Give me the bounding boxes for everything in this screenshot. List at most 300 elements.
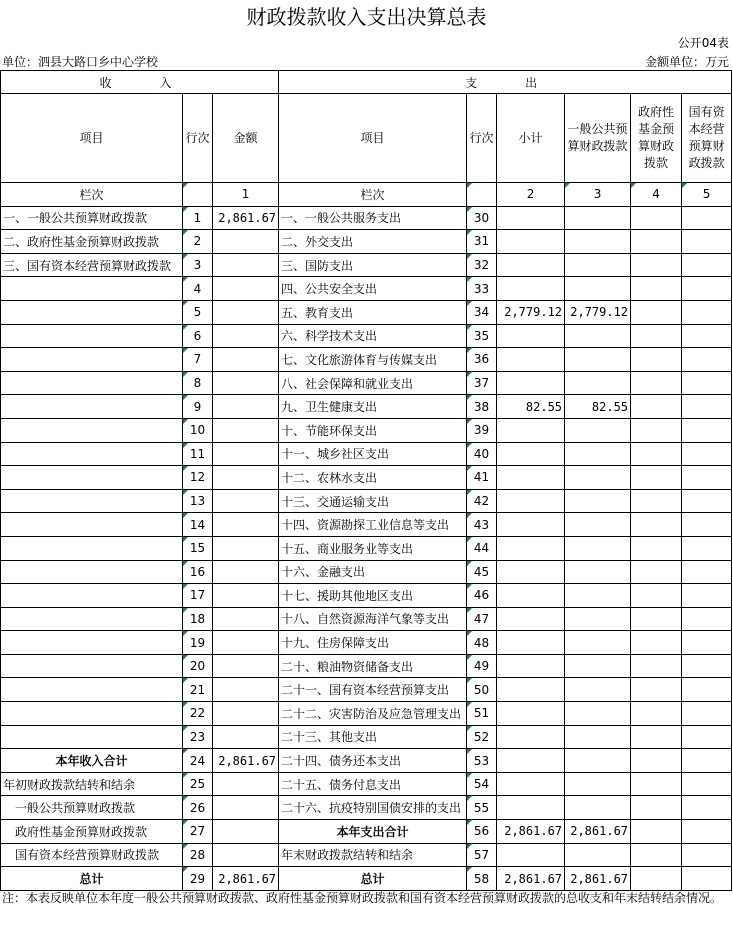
expense-fund-budget: [631, 466, 682, 490]
unit-label: 单位：泗县大路口乡中心学校: [2, 55, 159, 69]
expense-state-capital: [682, 277, 732, 301]
expense-subtotal: [497, 206, 565, 230]
expense-subtotal: 2,779.12: [497, 300, 565, 324]
expense-line-number: 41: [467, 466, 497, 490]
table-row: [1, 395, 732, 419]
expense-state-capital: [682, 418, 732, 442]
table-row: [1, 560, 732, 584]
expense-general-budget: [565, 466, 631, 490]
expense-fund-budget: [631, 277, 682, 301]
expense-state-capital: [682, 867, 732, 891]
expense-state-capital: [682, 820, 732, 844]
page-title: 财政拨款收入支出决算总表: [246, 5, 487, 29]
expense-line-number: 31: [467, 230, 497, 254]
expense-state-capital: [682, 348, 732, 372]
expense-item: 五、教育支出: [279, 300, 467, 324]
income-amount: [213, 725, 279, 749]
expense-subtotal: [497, 348, 565, 372]
expense-subtotal: [497, 253, 565, 277]
col-header-amount: 金额: [213, 94, 279, 183]
income-line-number: 5: [183, 300, 213, 324]
expense-fund-budget: [631, 230, 682, 254]
income-amount: 2,861.67: [213, 206, 279, 230]
expense-general-budget: [565, 749, 631, 773]
expense-item: 十三、交通运输支出: [279, 489, 467, 513]
income-amount: [213, 371, 279, 395]
table-row: [1, 678, 732, 702]
expense-general-budget: [565, 489, 631, 513]
expense-item: 十七、援助其他地区支出: [279, 584, 467, 608]
expense-fund-budget: [631, 348, 682, 372]
income-amount: [213, 843, 279, 867]
expense-subtotal: [497, 584, 565, 608]
income-amount: [213, 300, 279, 324]
expense-line-number: 52: [467, 725, 497, 749]
expense-state-capital: [682, 206, 732, 230]
expense-general-budget: [565, 725, 631, 749]
income-amount: [213, 560, 279, 584]
income-item: [1, 702, 183, 726]
expense-item: 七、文化旅游体育与传媒支出: [279, 348, 467, 372]
expense-general-budget: [565, 348, 631, 372]
expense-line-number: 44: [467, 536, 497, 560]
income-line-number: 10: [183, 418, 213, 442]
expense-item: 十四、资源勘探工业信息等支出: [279, 513, 467, 537]
expense-fund-budget: [631, 206, 682, 230]
column-number-5: 5: [682, 183, 732, 207]
expense-general-budget: [565, 371, 631, 395]
income-amount: [213, 442, 279, 466]
income-item: 国有资本经营预算财政拨款: [1, 843, 183, 867]
expense-state-capital: [682, 607, 732, 631]
expense-general-budget: [565, 418, 631, 442]
expense-subtotal: [497, 843, 565, 867]
income-item: [1, 395, 183, 419]
expense-fund-budget: [631, 796, 682, 820]
table-row: [1, 277, 732, 301]
expense-subtotal: [497, 466, 565, 490]
income-line-number: 27: [183, 820, 213, 844]
expense-item: 十、节能环保支出: [279, 418, 467, 442]
income-item: [1, 678, 183, 702]
income-line-number: 16: [183, 560, 213, 584]
expense-fund-budget: [631, 253, 682, 277]
expense-subtotal: [497, 796, 565, 820]
expense-subtotal: [497, 371, 565, 395]
column-number-4: 4: [631, 183, 682, 207]
income-line-number: 12: [183, 466, 213, 490]
expense-fund-budget: [631, 843, 682, 867]
income-line-number: 18: [183, 607, 213, 631]
expense-general-budget: [565, 678, 631, 702]
column-blank: [183, 183, 213, 207]
expense-line-number: 38: [467, 395, 497, 419]
col-header-line-expense: 行次: [467, 94, 497, 183]
expense-fund-budget: [631, 489, 682, 513]
expense-state-capital: [682, 230, 732, 254]
expense-subtotal: [497, 678, 565, 702]
income-item: [1, 348, 183, 372]
expense-fund-budget: [631, 513, 682, 537]
expense-line-number: 57: [467, 843, 497, 867]
column-blank-expense: [467, 183, 497, 207]
col-header-line: 行次: [183, 94, 213, 183]
expense-item: 六、科学技术支出: [279, 324, 467, 348]
expense-state-capital: [682, 371, 732, 395]
expense-line-number: 45: [467, 560, 497, 584]
expense-fund-budget: [631, 418, 682, 442]
expense-subtotal: [497, 489, 565, 513]
expense-item: 年末财政拨款结转和结余: [279, 843, 467, 867]
budget-table: [0, 70, 732, 891]
expense-general-budget: [565, 277, 631, 301]
expense-general-budget: [565, 230, 631, 254]
income-amount: [213, 584, 279, 608]
expense-general-budget: [565, 702, 631, 726]
table-row: [1, 300, 732, 324]
expense-line-number: 54: [467, 772, 497, 796]
income-line-number: 24: [183, 749, 213, 773]
expense-general-budget: [565, 607, 631, 631]
expense-state-capital: [682, 725, 732, 749]
expense-subtotal: [497, 418, 565, 442]
expense-state-capital: [682, 300, 732, 324]
expense-line-number: 35: [467, 324, 497, 348]
expense-subtotal: [497, 442, 565, 466]
income-amount: [213, 466, 279, 490]
expense-fund-budget: [631, 820, 682, 844]
col-header-item: 项目: [1, 94, 183, 183]
table-row: [1, 253, 732, 277]
expense-subtotal: [497, 324, 565, 348]
expense-line-number: 42: [467, 489, 497, 513]
expense-fund-budget: [631, 324, 682, 348]
expense-state-capital: [682, 749, 732, 773]
col-header-item-expense: 项目: [279, 94, 467, 183]
expense-line-number: 46: [467, 584, 497, 608]
expense-subtotal: [497, 772, 565, 796]
income-amount: [213, 536, 279, 560]
income-line-number: 7: [183, 348, 213, 372]
expense-line-number: 40: [467, 442, 497, 466]
expense-header: 支 出: [279, 71, 732, 94]
income-amount: [213, 324, 279, 348]
expense-general-budget: [565, 772, 631, 796]
expense-general-budget: 2,861.67: [565, 820, 631, 844]
expense-fund-budget: [631, 584, 682, 608]
income-line-number: 22: [183, 702, 213, 726]
col-header-state: 国有资本经营预算财政拨款: [682, 94, 732, 183]
expense-general-budget: [565, 253, 631, 277]
expense-fund-budget: [631, 300, 682, 324]
expense-state-capital: [682, 442, 732, 466]
income-line-number: 20: [183, 654, 213, 678]
income-item: 本年收入合计: [1, 749, 183, 773]
expense-general-budget: [565, 796, 631, 820]
income-line-number: 26: [183, 796, 213, 820]
expense-item: 二十四、债务还本支出: [279, 749, 467, 773]
expense-state-capital: [682, 702, 732, 726]
income-line-number: 17: [183, 584, 213, 608]
income-item: [1, 631, 183, 655]
income-amount: [213, 607, 279, 631]
income-amount: [213, 418, 279, 442]
expense-general-budget: 82.55: [565, 395, 631, 419]
income-amount: [213, 230, 279, 254]
expense-state-capital: [682, 631, 732, 655]
expense-general-budget: [565, 654, 631, 678]
expense-subtotal: [497, 230, 565, 254]
expense-item: 十五、商业服务业等支出: [279, 536, 467, 560]
expense-line-number: 58: [467, 867, 497, 891]
expense-item: 二十二、灾害防治及应急管理支出: [279, 702, 467, 726]
expense-general-budget: [565, 843, 631, 867]
income-item: 三、国有资本经营预算财政拨款: [1, 253, 183, 277]
table-row: [1, 513, 732, 537]
income-item: [1, 324, 183, 348]
table-row: [1, 772, 732, 796]
expense-item: 十一、城乡社区支出: [279, 442, 467, 466]
expense-state-capital: [682, 513, 732, 537]
income-amount: [213, 631, 279, 655]
expense-line-number: 33: [467, 277, 497, 301]
expense-state-capital: [682, 678, 732, 702]
expense-general-budget: [565, 560, 631, 584]
expense-subtotal: [497, 560, 565, 584]
income-line-number: 11: [183, 442, 213, 466]
amount-unit: 金额单位：万元: [644, 55, 729, 69]
table-row: [1, 442, 732, 466]
table-row: [1, 418, 732, 442]
income-item: 年初财政拨款结转和结余: [1, 772, 183, 796]
expense-line-number: 50: [467, 678, 497, 702]
expense-line-number: 56: [467, 820, 497, 844]
expense-state-capital: [682, 536, 732, 560]
form-code: 公开04表: [677, 36, 729, 50]
income-line-number: 23: [183, 725, 213, 749]
expense-line-number: 53: [467, 749, 497, 773]
expense-line-number: 43: [467, 513, 497, 537]
expense-line-number: 48: [467, 631, 497, 655]
income-amount: [213, 702, 279, 726]
expense-line-number: 34: [467, 300, 497, 324]
table-row: [1, 607, 732, 631]
income-item: [1, 513, 183, 537]
expense-subtotal: [497, 702, 565, 726]
income-amount: [213, 654, 279, 678]
expense-state-capital: [682, 489, 732, 513]
income-item: 政府性基金预算财政拨款: [1, 820, 183, 844]
income-amount: [213, 820, 279, 844]
income-line-number: 19: [183, 631, 213, 655]
table-row: [1, 230, 732, 254]
expense-fund-budget: [631, 560, 682, 584]
column-number-1: 1: [213, 183, 279, 207]
table-row: [1, 324, 732, 348]
expense-line-number: 51: [467, 702, 497, 726]
expense-item: 三、国防支出: [279, 253, 467, 277]
income-amount: [213, 277, 279, 301]
income-line-number: 25: [183, 772, 213, 796]
income-line-number: 9: [183, 395, 213, 419]
income-item: 一般公共预算财政拨款: [1, 796, 183, 820]
col-header-fund: 政府性基金预算财政拨款: [631, 94, 682, 183]
income-line-number: 2: [183, 230, 213, 254]
column-number-3: 3: [565, 183, 631, 207]
income-item: [1, 442, 183, 466]
expense-subtotal: [497, 749, 565, 773]
income-item: 二、政府性基金预算财政拨款: [1, 230, 183, 254]
column-number-2: 2: [497, 183, 565, 207]
income-item: [1, 560, 183, 584]
income-amount: [213, 513, 279, 537]
table-row: [1, 702, 732, 726]
footnote: 注：本表反映单位本年度一般公共预算财政拨款、政府性基金预算财政拨款和国有资本经营预算财政拨款的总收支和年末结转结余情况。: [2, 891, 723, 905]
expense-general-budget: [565, 442, 631, 466]
expense-item: 二、外交支出: [279, 230, 467, 254]
table-row: [1, 371, 732, 395]
income-item: [1, 489, 183, 513]
income-header: 收 入: [1, 71, 279, 94]
expense-general-budget: 2,779.12: [565, 300, 631, 324]
expense-subtotal: [497, 277, 565, 301]
table-row: [1, 749, 732, 773]
expense-item: 本年支出合计: [279, 820, 467, 844]
expense-subtotal: 2,861.67: [497, 820, 565, 844]
table-row: [1, 725, 732, 749]
income-item: [1, 725, 183, 749]
expense-fund-budget: [631, 678, 682, 702]
expense-general-budget: [565, 536, 631, 560]
income-amount: [213, 772, 279, 796]
expense-subtotal: [497, 654, 565, 678]
income-item: [1, 371, 183, 395]
expense-line-number: 32: [467, 253, 497, 277]
expense-item: 四、公共安全支出: [279, 277, 467, 301]
table-row: [1, 796, 732, 820]
income-item: [1, 277, 183, 301]
expense-state-capital: [682, 843, 732, 867]
expense-item: 二十五、债务付息支出: [279, 772, 467, 796]
expense-item: 二十、粮油物资储备支出: [279, 654, 467, 678]
expense-state-capital: [682, 560, 732, 584]
table-row: [1, 867, 732, 891]
income-item: [1, 418, 183, 442]
income-item: [1, 300, 183, 324]
expense-subtotal: 82.55: [497, 395, 565, 419]
table-row: [1, 843, 732, 867]
income-amount: 2,861.67: [213, 749, 279, 773]
income-line-number: 4: [183, 277, 213, 301]
expense-item: 八、社会保障和就业支出: [279, 371, 467, 395]
expense-general-budget: [565, 206, 631, 230]
expense-line-number: 30: [467, 206, 497, 230]
expense-fund-budget: [631, 867, 682, 891]
income-line-number: 15: [183, 536, 213, 560]
expense-state-capital: [682, 466, 732, 490]
income-line-number: 3: [183, 253, 213, 277]
expense-fund-budget: [631, 536, 682, 560]
income-line-number: 13: [183, 489, 213, 513]
expense-fund-budget: [631, 654, 682, 678]
expense-fund-budget: [631, 631, 682, 655]
income-line-number: 6: [183, 324, 213, 348]
expense-fund-budget: [631, 442, 682, 466]
expense-item: 十八、自然资源海洋气象等支出: [279, 607, 467, 631]
expense-fund-budget: [631, 607, 682, 631]
expense-item: 总计: [279, 867, 467, 891]
expense-state-capital: [682, 324, 732, 348]
column-label: 栏次: [1, 183, 183, 207]
expense-general-budget: [565, 584, 631, 608]
table-row: [1, 584, 732, 608]
expense-fund-budget: [631, 702, 682, 726]
expense-general-budget: [565, 631, 631, 655]
expense-item: 十九、住房保障支出: [279, 631, 467, 655]
expense-item: 二十六、抗疫特别国债安排的支出: [279, 796, 467, 820]
expense-state-capital: [682, 772, 732, 796]
expense-fund-budget: [631, 395, 682, 419]
income-amount: [213, 395, 279, 419]
income-item: [1, 466, 183, 490]
table-row: [1, 820, 732, 844]
col-header-subtotal: 小计: [497, 94, 565, 183]
expense-state-capital: [682, 654, 732, 678]
expense-line-number: 55: [467, 796, 497, 820]
income-line-number: 29: [183, 867, 213, 891]
income-amount: [213, 796, 279, 820]
income-item: 一、一般公共预算财政拨款: [1, 206, 183, 230]
expense-subtotal: [497, 631, 565, 655]
expense-line-number: 37: [467, 371, 497, 395]
expense-subtotal: [497, 513, 565, 537]
expense-line-number: 49: [467, 654, 497, 678]
income-amount: [213, 253, 279, 277]
expense-subtotal: [497, 725, 565, 749]
expense-fund-budget: [631, 772, 682, 796]
table-row: [1, 536, 732, 560]
expense-line-number: 47: [467, 607, 497, 631]
income-amount: 2,861.67: [213, 867, 279, 891]
income-item: [1, 654, 183, 678]
income-line-number: 28: [183, 843, 213, 867]
expense-general-budget: [565, 513, 631, 537]
expense-line-number: 39: [467, 418, 497, 442]
expense-general-budget: 2,861.67: [565, 867, 631, 891]
expense-subtotal: [497, 607, 565, 631]
income-item: [1, 536, 183, 560]
income-line-number: 8: [183, 371, 213, 395]
table-row: [1, 206, 732, 230]
income-amount: [213, 348, 279, 372]
expense-item: 十六、金融支出: [279, 560, 467, 584]
expense-state-capital: [682, 796, 732, 820]
table-row: [1, 489, 732, 513]
expense-item: 一、一般公共服务支出: [279, 206, 467, 230]
table-row: [1, 348, 732, 372]
expense-subtotal: [497, 536, 565, 560]
income-line-number: 21: [183, 678, 213, 702]
expense-subtotal: 2,861.67: [497, 867, 565, 891]
expense-state-capital: [682, 584, 732, 608]
table-row: [1, 631, 732, 655]
income-amount: [213, 489, 279, 513]
expense-fund-budget: [631, 725, 682, 749]
expense-item: 二十一、国有资本经营预算支出: [279, 678, 467, 702]
income-item: [1, 584, 183, 608]
expense-item: 十二、农林水支出: [279, 466, 467, 490]
income-line-number: 1: [183, 206, 213, 230]
